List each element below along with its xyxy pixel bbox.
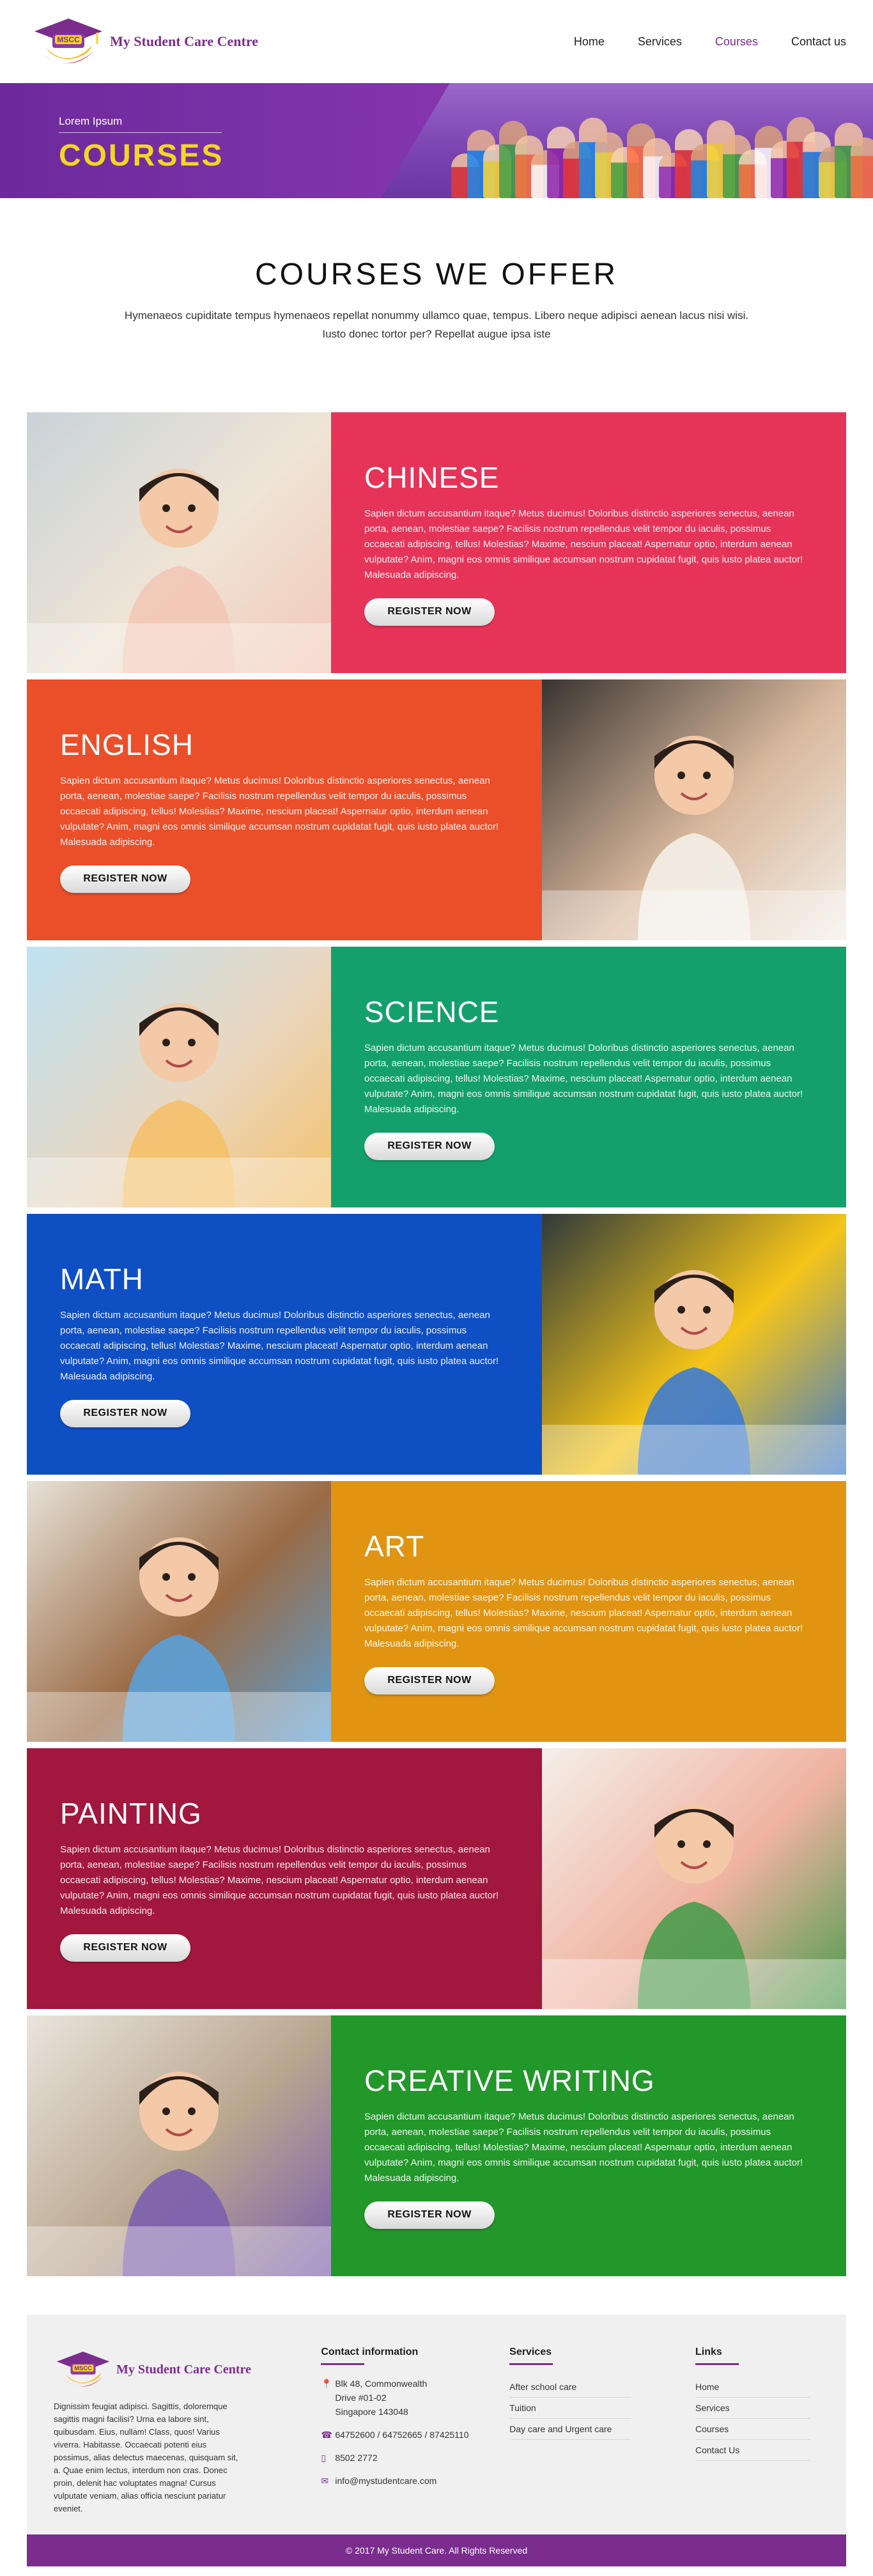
footer-about xyxy=(54,2347,321,2515)
course-title: CHINESE xyxy=(364,460,500,494)
course-photo xyxy=(27,2015,331,2276)
logo[interactable] xyxy=(31,12,258,71)
course-photo xyxy=(542,1748,846,2009)
footer-email xyxy=(321,2474,509,2488)
site-header xyxy=(0,0,873,83)
course-description: Sapien dictum accusantium itaque? Metus ducimus! Doloribus distinctio asperiores senectus, aenean porta, aenean, molestiae saepe? Facilisis nostrum repellendus velit tempor du iaculis, possimus occaecati adipiscing, tellus! Molestias? Maxime, nescium placeat! Aspernatur optio, interdum aenean vulputate? Anim, magni eos omnis similique accumsan nostrum cupidatat fugit, quis iusto platea auctor! Malesuada adipiscing. xyxy=(60,1843,499,1916)
footer-link-contact[interactable]: Contact Us xyxy=(695,2440,810,2461)
footer-service-item[interactable]: After school care xyxy=(509,2377,631,2398)
course-title: SCIENCE xyxy=(364,995,500,1028)
hero-title: COURSES xyxy=(59,139,224,173)
course-title: MATH xyxy=(60,1262,144,1296)
hero-text xyxy=(59,115,224,173)
footer-brand-name: My Student Care Centre xyxy=(116,2362,251,2377)
child-illustration-icon xyxy=(542,1214,846,1475)
main-nav xyxy=(541,35,846,49)
footer-contact-title: Contact information xyxy=(321,2347,419,2357)
course-title: ENGLISH xyxy=(60,727,194,761)
course-title: PAINTING xyxy=(60,1796,202,1830)
intro-text: Hymenaeos cupiditate tempus hymenaeos repellat nonummy ullamco quae, tempus. Libero neque adipisci aenean lacus nisi wisi. Iusto donec tortor per? Repellat augue ipsa iste xyxy=(124,309,749,340)
footer-phone xyxy=(321,2428,509,2442)
address-line-2: Drive #01-02 xyxy=(335,2393,387,2403)
course-body xyxy=(27,1214,542,1475)
course-photo xyxy=(542,679,846,940)
envelope-icon: ✉ xyxy=(321,2476,329,2486)
course-description: Sapien dictum accusantium itaque? Metus ducimus! Doloribus distinctio asperiores senectus, aenean porta, aenean, molestiae saepe? Facilisis nostrum repellendus velit tempor du iaculis, possimus occaecati adipiscing, tellus! Molestias? Maxime, nescium placeat! Aspernatur optio, interdum aenean vulputate? Anim, magni eos omnis similique accumsan nostrum cupidatat fugit, quis iusto platea auctor! Malesuada adipiscing. xyxy=(364,1042,803,1115)
footer-links xyxy=(695,2347,810,2515)
register-now-button[interactable]: REGISTER NOW xyxy=(364,1133,495,1160)
mobile-number: 8502 2772 xyxy=(335,2453,378,2463)
course-title: ART xyxy=(364,1529,425,1563)
course-photo xyxy=(542,1214,846,1475)
course-card xyxy=(27,412,846,673)
footer-services-title: Services xyxy=(509,2347,552,2357)
address-line-1: Blk 48, Commonwealth xyxy=(335,2378,428,2389)
child-illustration-icon xyxy=(27,412,331,673)
course-card xyxy=(27,1214,846,1475)
course-description: Sapien dictum accusantium itaque? Metus ducimus! Doloribus distinctio asperiores senectus, aenean porta, aenean, molestiae saepe? Facilisis nostrum repellendus velit tempor du iaculis, possimus occaecati adipiscing, tellus! Molestias? Maxime, nescium placeat! Aspernatur optio, interdum aenean vulputate? Anim, magni eos omnis similique accumsan nostrum cupidatat fugit, quis iusto platea auctor! Malesuada adipiscing. xyxy=(60,775,499,848)
footer-links-underline xyxy=(695,2363,739,2365)
footer-link-services[interactable]: Services xyxy=(695,2398,810,2419)
courses-list xyxy=(0,412,873,2276)
footer-logo[interactable] xyxy=(54,2347,321,2393)
course-description: Sapien dictum accusantium itaque? Metus ducimus! Doloribus distinctio asperiores senectus, aenean porta, aenean, molestiae saepe? Facilisis nostrum repellendus velit tempor du iaculis, possimus occaecati adipiscing, tellus! Molestias? Maxime, nescium placeat! Aspernatur optio, interdum aenean vulputate? Anim, magni eos omnis similique accumsan nostrum cupidatat fugit, quis iusto platea auctor! Malesuada adipiscing. xyxy=(364,1576,803,1649)
register-now-button[interactable]: REGISTER NOW xyxy=(364,2201,495,2229)
nav-services[interactable]: Services xyxy=(637,35,682,48)
child-illustration-icon xyxy=(27,2015,331,2276)
copyright-bar: © 2017 My Student Care. All Rights Reserved xyxy=(27,2534,846,2566)
course-card xyxy=(27,679,846,940)
course-description: Sapien dictum accusantium itaque? Metus ducimus! Doloribus distinctio asperiores senectus, aenean porta, aenean, molestiae saepe? Facilisis nostrum repellendus velit tempor du iaculis, possimus occaecati adipiscing, tellus! Molestias? Maxime, nescium placeat! Aspernatur optio, interdum aenean vulputate? Anim, magni eos omnis similique accumsan nostrum cupidatat fugit, quis iusto platea auctor! Malesuada adipiscing. xyxy=(60,1309,499,1382)
course-photo xyxy=(27,947,331,1207)
phone-icon: ☎ xyxy=(321,2430,332,2440)
footer-mobile xyxy=(321,2451,509,2465)
nav-courses[interactable]: Courses xyxy=(715,35,758,48)
course-title: CREATIVE WRITING xyxy=(364,2063,655,2097)
location-pin-icon: 📍 xyxy=(321,2378,332,2389)
mobile-icon: ▯ xyxy=(321,2453,327,2463)
register-now-button[interactable]: REGISTER NOW xyxy=(364,1667,495,1695)
hero-child-figure xyxy=(851,137,873,198)
footer-contact xyxy=(321,2347,509,2515)
footer-link-courses[interactable]: Courses xyxy=(695,2419,810,2440)
register-now-button[interactable]: REGISTER NOW xyxy=(60,1934,190,1962)
logo-graduation-cap-icon xyxy=(31,12,106,71)
child-illustration-icon xyxy=(542,679,846,940)
child-illustration-icon xyxy=(27,1481,331,1742)
course-card xyxy=(27,2015,846,2276)
footer-service-item[interactable]: Day care and Urgent care xyxy=(509,2419,631,2440)
course-photo xyxy=(27,1481,331,1742)
course-body xyxy=(331,412,846,673)
footer xyxy=(27,2315,846,2534)
course-body xyxy=(27,679,542,940)
footer-contact-underline xyxy=(321,2363,364,2365)
footer-logo-cap-icon xyxy=(54,2347,112,2393)
footer-address xyxy=(321,2377,509,2419)
phone-numbers: 64752600 / 64752665 / 87425110 xyxy=(335,2430,469,2440)
hero-photo xyxy=(381,83,873,198)
course-description: Sapien dictum accusantium itaque? Metus ducimus! Doloribus distinctio asperiores senectus, aenean porta, aenean, molestiae saepe? Facilisis nostrum repellendus velit tempor du iaculis, possimus occaecati adipiscing, tellus! Molestias? Maxime, nescium placeat! Aspernatur optio, interdum aenean vulputate? Anim, magni eos omnis similique accumsan nostrum cupidatat fugit, quis iusto platea auctor! Malesuada adipiscing. xyxy=(364,508,803,580)
course-card xyxy=(27,1748,846,2009)
email-address[interactable]: info@mystudentcare.com xyxy=(335,2476,437,2486)
footer-services-underline xyxy=(509,2363,553,2365)
course-description: Sapien dictum accusantium itaque? Metus ducimus! Doloribus distinctio asperiores senectus, aenean porta, aenean, molestiae saepe? Facilisis nostrum repellendus velit tempor du iaculis, possimus occaecati adipiscing, tellus! Molestias? Maxime, nescium placeat! Aspernatur optio, interdum aenean vulputate? Anim, magni eos omnis similique accumsan nostrum cupidatat fugit, quis iusto platea auctor! Malesuada adipiscing. xyxy=(364,2111,803,2184)
course-body xyxy=(27,1748,542,2009)
course-body xyxy=(331,947,846,1207)
nav-contact[interactable]: Contact us xyxy=(791,35,846,48)
section-heading: COURSES WE OFFER xyxy=(254,258,619,291)
child-illustration-icon xyxy=(27,947,331,1207)
register-now-button[interactable]: REGISTER NOW xyxy=(60,1400,190,1427)
footer-service-item[interactable]: Tuition xyxy=(509,2398,631,2419)
child-illustration-icon xyxy=(542,1748,846,2009)
course-card xyxy=(27,1481,846,1742)
footer-about-text: Dignissim feugiat adipisci. Sagittis, doloremque sagittis magni facilisi? Urna ea labore sint, quibusdam. Eius, nullam! Class, quos! Varius viverra. Habitasse. Occaecati potenti eius possimus, alias delectus maecenas, quisquam sit, a. Quae enim lectus, interdum non cras. Donec proin, delenit hac voluptates magna! Cursus vulputate veniam, alias officia nesciunt pariatur eveniet. xyxy=(54,2401,238,2513)
nav-home[interactable]: Home xyxy=(573,35,605,48)
hero-banner xyxy=(0,83,873,198)
intro-section xyxy=(0,198,873,343)
register-now-button[interactable]: REGISTER NOW xyxy=(60,865,190,893)
footer-services xyxy=(509,2347,695,2515)
logo-badge-text: MSCC xyxy=(57,35,80,44)
footer-logo-badge-text: MSCC xyxy=(74,2364,92,2371)
course-photo xyxy=(27,412,331,673)
hero-subtitle: Lorem Ipsum xyxy=(59,115,222,133)
course-body xyxy=(331,1481,846,1742)
course-card xyxy=(27,947,846,1207)
register-now-button[interactable]: REGISTER NOW xyxy=(364,598,495,626)
brand-name: My Student Care Centre xyxy=(110,33,258,49)
course-body xyxy=(331,2015,846,2276)
footer-link-home[interactable]: Home xyxy=(695,2377,810,2398)
footer-links-title: Links xyxy=(695,2347,722,2357)
address-line-3: Singapore 143048 xyxy=(335,2407,408,2417)
